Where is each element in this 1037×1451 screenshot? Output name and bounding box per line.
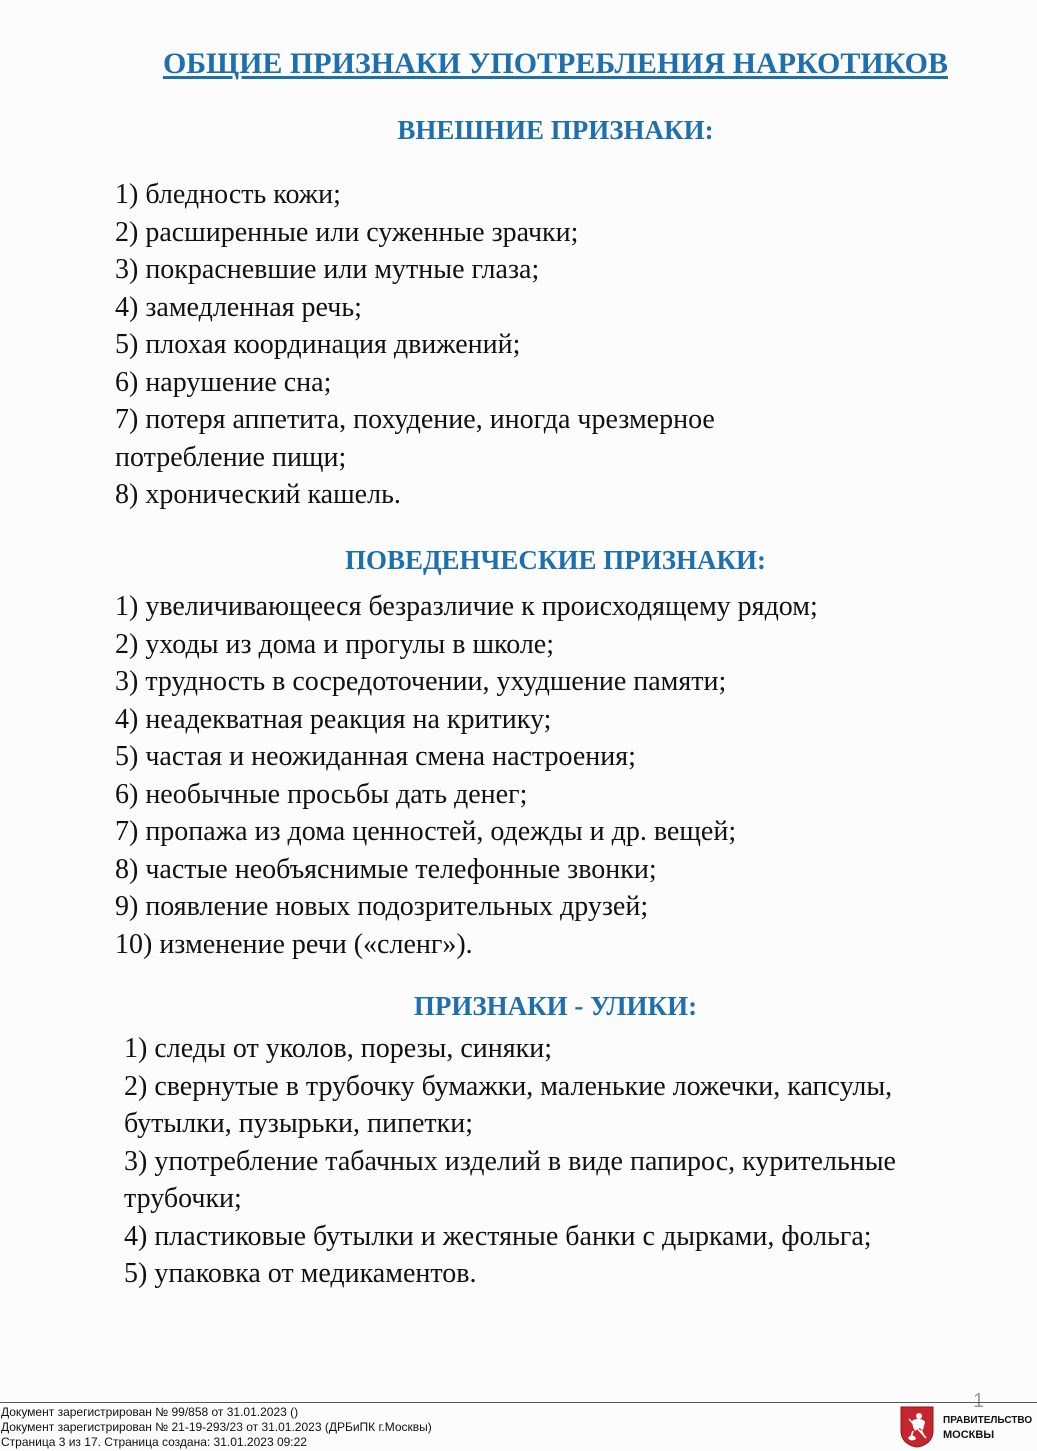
section-heading-evidence: ПРИЗНАКИ - УЛИКИ: [413, 991, 698, 1021]
list-item: 8) хронический кашель. [115, 479, 401, 510]
external-signs-list [115, 176, 835, 514]
list-item: 2) уходы из дома и прогулы в школе; [115, 628, 555, 660]
list-item: 4) пластиковые бутылки и жестяные банки с дырками, фольга; [124, 1220, 872, 1252]
list-item: 2) расширенные или суженные зрачки; [115, 216, 579, 248]
list-item: 5) частая и неожиданная смена настроения; [115, 741, 636, 772]
list-item: 3) употребление табачных изделий в виде папирос, курительные трубочки; [124, 1145, 896, 1214]
registration-footer [0, 1402, 1037, 1451]
list-item: 7) потеря аппетита, похудение, иногда чрезмерное потребление пищи; [115, 404, 715, 473]
list-item: 6) нарушение сна; [115, 366, 332, 398]
list-item: 3) трудность в сосредоточении, ухудшение памяти; [115, 666, 727, 697]
page-title: ОБЩИЕ ПРИЗНАКИ УПОТРЕБЛЕНИЯ НАРКОТИКОВ [162, 47, 949, 80]
section-heading-behavioral: ПОВЕДЕНЧЕСКИЕ ПРИЗНАКИ: [344, 545, 767, 575]
behavioral-signs-list [115, 588, 975, 963]
evidence-signs-list [124, 1030, 914, 1293]
list-item: 5) упаковка от медикаментов. [124, 1258, 477, 1289]
logo-text [943, 1414, 1032, 1442]
list-item: 10) изменение речи («сленг»). [115, 928, 473, 960]
registration-stamp [1, 1405, 432, 1450]
logo-line-1: ПРАВИТЕЛЬСТВО [943, 1415, 1033, 1426]
list-item: 7) пропажа из дома ценностей, одежды и др. вещей; [115, 816, 737, 847]
registration-line-2: Документ зарегистрирован № 21-19-293/23 от 31.01.2023 (ДРБиПК г.Москвы) [1, 1420, 432, 1434]
logo-line-2: МОСКВЫ [943, 1429, 995, 1441]
registration-line-3: Страница 3 из 17. Страница создана: 31.01.2023 09:22 [1, 1435, 307, 1449]
registration-line-1: Документ зарегистрирован № 99/858 от 31.01.2023 () [1, 1405, 299, 1419]
moscow-government-logo [897, 1405, 1037, 1449]
list-item: 4) неадекватная реакция на критику; [115, 703, 552, 735]
list-item: 3) покрасневшие или мутные глаза; [115, 254, 540, 285]
list-item: 2) свернутые в трубочку бумажки, маленькие ложечки, капсулы, бутылки, пузырьки, пипетки; [124, 1070, 893, 1139]
list-item: 9) появление новых подозрительных друзей; [115, 891, 649, 922]
list-item: 1) увеличивающееся безразличие к происходящему рядом; [115, 591, 818, 622]
page-number: 1 [973, 1390, 985, 1412]
list-item: 1) бледность кожи; [115, 179, 341, 210]
section-heading-external: ВНЕШНИЕ ПРИЗНАКИ: [397, 115, 714, 145]
list-item: 4) замедленная речь; [115, 291, 362, 323]
moscow-coat-of-arms-icon [899, 1405, 935, 1448]
list-item: 5) плохая координация движений; [115, 329, 521, 360]
list-item: 1) следы от уколов, порезы, синяки; [124, 1033, 552, 1064]
list-item: 6) необычные просьбы дать денег; [115, 778, 528, 810]
list-item: 8) частые необъяснимые телефонные звонки; [115, 853, 657, 885]
